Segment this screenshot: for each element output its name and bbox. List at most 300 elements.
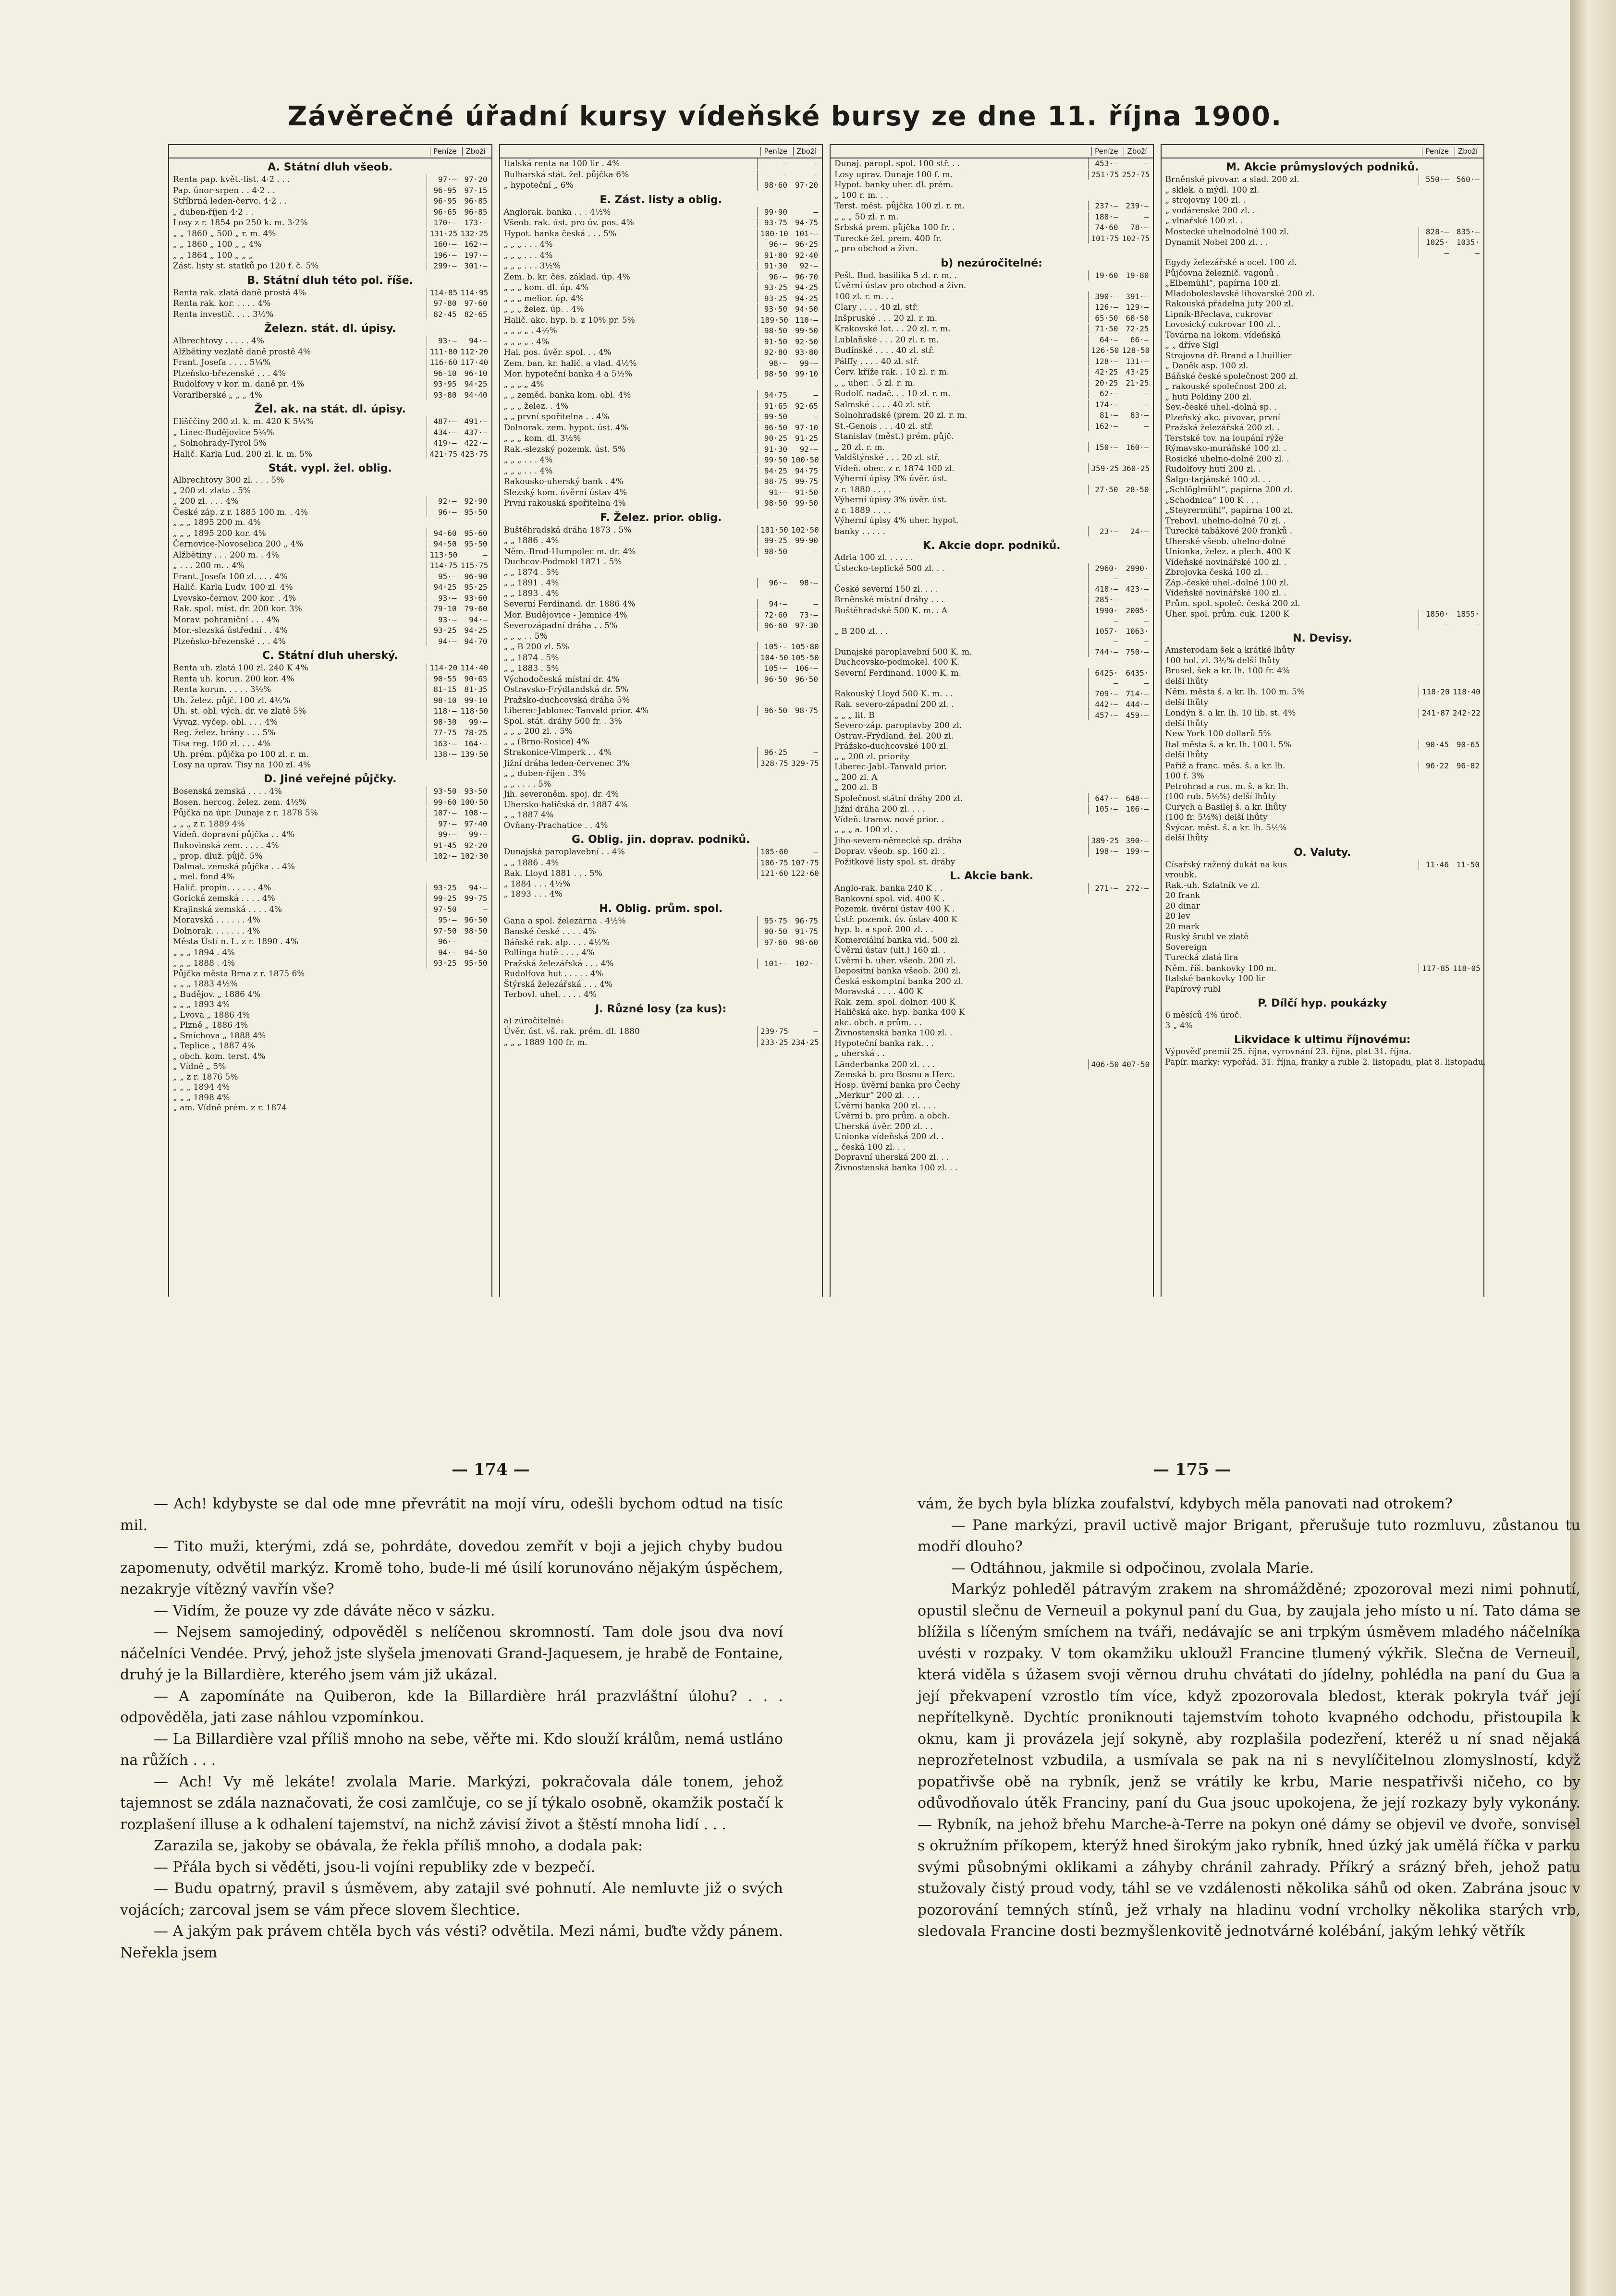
security-name: Uh. želez. půjč. 100 zl. 4½% [173, 695, 291, 705]
table-row [500, 632, 822, 642]
table-row [1162, 413, 1484, 424]
security-name: „ Solnohrady-Tyrol 5% [173, 438, 267, 448]
security-name: „ „ „ 50 zl. r. m. [834, 212, 899, 222]
paragraph: — Přála bych si věděti, jsou-li vojíni republiky zde v bezpečí. [154, 1859, 596, 1876]
money-value: 647·— [1095, 793, 1118, 803]
security-name: „ „ „ 1883 4½% [173, 979, 238, 989]
security-name: Hosp. úvěrní banka pro Čechy [834, 1080, 960, 1090]
table-row [1162, 578, 1484, 589]
security-name: Halič. akc. hyp. b. z 10% pr. 5% [503, 315, 635, 325]
table-row [831, 367, 1153, 378]
money-value: 359·25 [1091, 463, 1119, 473]
goods-value: 98·75 [795, 706, 818, 715]
table-row [500, 800, 822, 811]
goods-value: 252·75 [1122, 170, 1150, 179]
paragraph: — Budu opatrný, pravil s úsměvem, aby zatajil své pohnutí. Ale nemluvte již o svých vojácích; zarcoval jsem se vám přece slovem šlechtice. [120, 1880, 783, 1919]
quote-values [427, 288, 488, 298]
goods-value: 97·20 [795, 181, 818, 190]
security-name: Ostravsko-Frýdlandská dr. 5% [503, 685, 629, 694]
table-row [500, 990, 822, 1000]
table-row [831, 731, 1153, 742]
table-row [169, 604, 491, 615]
table-row [169, 706, 491, 717]
security-name: 100 zl. r. m. . . [834, 292, 894, 302]
goods-value: 96·70 [795, 272, 818, 281]
quote-values [427, 904, 488, 915]
money-value: 104·50 [760, 653, 788, 662]
table-row [500, 250, 822, 261]
security-name: Vyvaz. vyčep. obl. . . . 4% [173, 717, 278, 727]
column-header-label: Peníze [1422, 147, 1452, 156]
goods-value: 423·75 [460, 449, 489, 459]
money-value: 102·— [433, 851, 457, 861]
money-value: 79·10 [433, 604, 457, 613]
money-value: 91·— [769, 487, 787, 497]
goods-value: — [813, 170, 818, 179]
money-value: 390·— [1095, 292, 1118, 301]
security-name: „ strojovny 100 zl. . [1165, 195, 1246, 205]
goods-value: 1035·— [1456, 238, 1480, 257]
table-row [169, 625, 491, 636]
table-row [169, 1031, 491, 1042]
security-name: Rudolfovy v kor. m. daně pr. 4% [173, 379, 305, 389]
table-row [1162, 310, 1484, 320]
table-row [831, 584, 1153, 595]
security-name: Terbovl. uhel. . . . . 4% [503, 990, 597, 999]
security-name: Východočeská místní dr. 4% [503, 674, 620, 684]
section-title: D. Jiné veřejné půjčky. [264, 773, 397, 785]
stock-column [168, 144, 492, 1297]
security-name: „ „ 1883 . 5% [503, 664, 559, 673]
quote-values [1088, 463, 1149, 474]
money-value: 96·50 [764, 706, 787, 715]
section-title: F. Želez. prior. oblig. [600, 511, 722, 524]
table-row [831, 1081, 1153, 1091]
security-name: Uhersko-haličská dr. 1887 4% [503, 800, 628, 810]
goods-value: 96·10 [464, 368, 488, 378]
quote-values [757, 959, 818, 969]
goods-value: 78·— [1130, 223, 1149, 232]
money-value: 114·85 [429, 288, 458, 297]
security-name: „ „ 200 zl. priority [834, 752, 910, 762]
quote-values [757, 498, 818, 509]
money-value: 271·— [1095, 884, 1118, 893]
money-value: — [783, 159, 787, 168]
security-name: „ „ „ . . . 3½% [503, 261, 561, 271]
goods-value: — [1144, 389, 1149, 398]
security-name: Rak. Lloyd 1881 . . . 5% [503, 869, 602, 878]
money-value: 160·— [433, 240, 457, 249]
security-name: Elišččiny 200 zl. k. m. 420 K 5¼% [173, 417, 314, 426]
table-row [831, 453, 1153, 463]
quote-values [1088, 212, 1149, 222]
goods-value: 714·— [1126, 689, 1149, 698]
money-value: 94·25 [433, 583, 457, 592]
quote-values [757, 466, 818, 476]
table-row [500, 599, 822, 610]
quote-values [1088, 410, 1149, 421]
table-row [169, 904, 491, 915]
security-name: Úvěrní b. uher. všeob. 200 zl. [834, 956, 956, 966]
goods-value: 242·22 [1453, 708, 1481, 717]
security-name: z r. 1889 . . . . [834, 505, 891, 515]
goods-value: 118·05 [1453, 963, 1481, 973]
money-value: 198·— [1095, 847, 1118, 856]
table-row [1162, 206, 1484, 217]
table-row [1162, 361, 1484, 372]
security-name: „ „ 1860 „ 500 „ r. m. 4% [173, 229, 276, 239]
table-row [169, 518, 491, 528]
security-name: Dunajská paroplavební . . 4% [503, 847, 625, 857]
quote-values [427, 663, 488, 673]
stock-column [499, 144, 823, 1297]
goods-value: 81·35 [464, 685, 488, 694]
goods-value: 139·50 [460, 750, 489, 759]
security-name: „ „ „ . . 5% [503, 631, 548, 641]
security-name: vroubk. [1165, 870, 1197, 880]
quote-values [1088, 158, 1149, 169]
security-name: Živnostenská banka 100 zl. . . [834, 1163, 958, 1173]
table-row [831, 421, 1153, 432]
security-name: Půjčka města Brna z r. 1875 6% [173, 969, 305, 979]
security-name: Báňské rak. alp. . . . 4½% [503, 937, 610, 948]
table-row [831, 389, 1153, 400]
table-row [1162, 392, 1484, 403]
quote-values [757, 401, 818, 412]
goods-value: 239·— [1126, 201, 1149, 210]
goods-value: 106·— [1126, 804, 1149, 814]
money-value: 19·60 [1095, 270, 1118, 280]
table-row [1162, 382, 1484, 392]
table-row [831, 400, 1153, 411]
goods-value: 99·75 [464, 894, 488, 903]
quote-values [1088, 595, 1149, 605]
security-name: „ „ 1886 . 4% [503, 858, 559, 868]
quote-values [427, 379, 488, 389]
security-name: Něm. říš. bankovky 100 m. [1165, 963, 1277, 973]
table-row [831, 626, 1153, 647]
table-row [1162, 216, 1484, 227]
security-name: Mor. hypoteční banka 4 a 5½% [503, 369, 633, 379]
table-row [1162, 526, 1484, 537]
security-name: akc. obch. a prům. . . [834, 1018, 922, 1028]
money-value: 97·50 [433, 904, 457, 914]
goods-value: 92·90 [464, 497, 488, 506]
section-title: J. Různé losy (za kus): [595, 1003, 727, 1015]
table-row [169, 507, 491, 518]
security-name: Rak.-uh. Szlatník ve zl. [1165, 880, 1260, 890]
quote-values [1088, 222, 1149, 233]
goods-value: 118·50 [460, 706, 489, 716]
security-name: „ Budějov. „ 1886 4% [173, 989, 261, 999]
table-row [500, 747, 822, 758]
column-header-label: Peníze [430, 147, 460, 156]
security-name: „ „ z r. 1876 5% [173, 1072, 238, 1082]
table-row [169, 728, 491, 739]
table-row [500, 525, 822, 536]
goods-value: 92·20 [464, 840, 488, 850]
goods-value: 108·— [464, 808, 488, 817]
security-name: Prům. spol. společ. česká 200 zl. [1165, 598, 1300, 608]
security-name: „ „ „ 200 zl. . 5% [503, 727, 573, 736]
table-row [1162, 881, 1484, 891]
security-name: Egydy železářské a ocel. 100 zl. [1165, 258, 1297, 267]
quote-values [1419, 860, 1480, 870]
goods-value: 97·20 [464, 175, 488, 184]
table-row [169, 760, 491, 771]
table-row [500, 847, 822, 858]
table-row [1162, 974, 1484, 984]
quote-values [427, 250, 488, 261]
security-name: Lipník-Břeclava, cukrovar [1165, 309, 1273, 319]
money-value: 419·— [433, 438, 457, 448]
table-row [169, 571, 491, 583]
table-row [831, 815, 1153, 826]
table-row [1162, 547, 1484, 558]
table-row [831, 825, 1153, 836]
table-row [831, 1039, 1153, 1049]
table-row [169, 379, 491, 390]
security-name: Liberec-Jabl.-Tanvald prior. [834, 762, 947, 772]
column-header-label: Zboží [1455, 147, 1481, 156]
table-row [1162, 568, 1484, 578]
money-value: 138·— [433, 750, 457, 759]
security-name: „ 1893 . . . 4% [503, 889, 563, 899]
security-name: „ Plzně „ 1886 4% [173, 1020, 248, 1030]
security-name: „ 100 r. m. . . [834, 190, 889, 200]
quote-values [1088, 563, 1149, 584]
goods-value: 114·40 [460, 663, 489, 672]
table-row [500, 642, 822, 653]
money-value: 150·— [1095, 442, 1118, 452]
security-name: Alžbětiny . . . 200 m. . 4% [173, 550, 279, 560]
money-value: 97·— [438, 819, 457, 828]
money-value: 100·10 [760, 229, 788, 238]
table-row [1162, 279, 1484, 289]
goods-value: 118·40 [1453, 687, 1481, 696]
security-name: „ „ „ lit. B [834, 710, 875, 720]
money-value: 101·75 [1091, 233, 1119, 243]
table-row [500, 663, 822, 674]
security-name: Půjčovna železnič. vagonů . [1165, 268, 1279, 278]
column-header-label: Zboží [793, 147, 819, 156]
table-row [831, 1122, 1153, 1132]
table-row [831, 997, 1153, 1008]
quote-values [427, 593, 488, 604]
money-value: 93·50 [764, 304, 787, 314]
security-name: Vídeň. obec. z r. 1874 100 zl. [834, 463, 955, 474]
money-value: 82·45 [433, 309, 457, 319]
goods-value: 96·75 [795, 916, 818, 925]
goods-value: 2005·— [1126, 606, 1149, 625]
quote-values [757, 315, 818, 326]
security-name: „ „ 1864 „ 100 „ „ „ [173, 250, 253, 260]
money-value: 96·— [769, 240, 787, 249]
money-value: 93·— [438, 615, 457, 624]
table-row [500, 487, 822, 498]
security-name: „ „ zeměd. banka kom. obl. 4% [503, 390, 631, 400]
security-name: Frant. Josefa . . . . 5¼% [173, 358, 270, 367]
quote-values [757, 358, 818, 369]
security-name: Rak. severo-západní 200 zl. . [834, 700, 954, 709]
table-row [500, 926, 822, 937]
paragraph: Zarazila se, jakoby se obávala, že řekla příliš mnoho, a dodala pak: [154, 1837, 643, 1854]
security-name: Černovice-Novoselica 200 „ 4% [173, 539, 304, 549]
security-name: Dalmat. zemská půjčka . . 4% [173, 862, 295, 872]
table-row [169, 539, 491, 550]
table-row [1162, 185, 1484, 196]
goods-value: 102·— [795, 959, 818, 968]
table-row [500, 547, 822, 558]
security-name: „ „ 1887 4% [503, 810, 554, 820]
money-value: 90·50 [764, 927, 787, 936]
goods-value: 93·50 [464, 787, 488, 796]
security-name: Rak.-slezský pozemk. úst. 5% [503, 444, 626, 454]
quote-values [757, 412, 818, 422]
table-row [169, 347, 491, 358]
security-name: „ „ (Brno-Rosice) 4% [503, 737, 589, 747]
goods-value: 199·— [1126, 847, 1149, 856]
table-row [500, 337, 822, 348]
security-name: Bosen. hercog. želez. zem. 4½% [173, 797, 306, 807]
quote-values [757, 250, 818, 261]
table-row [169, 786, 491, 797]
security-name: Turecké tabákové 200 franků . [1165, 526, 1293, 536]
goods-value: 95·50 [464, 507, 488, 517]
money-value: 285·— [1095, 595, 1118, 604]
quote-values [757, 847, 818, 857]
table-row [831, 158, 1153, 170]
table-row [500, 578, 822, 589]
money-value: 96·— [769, 578, 787, 587]
money-value: 96·65 [433, 207, 457, 217]
quote-values [757, 663, 818, 674]
table-row [500, 790, 822, 800]
quote-values [427, 717, 488, 728]
money-value: 1850·— [1425, 609, 1449, 629]
quote-values [427, 368, 488, 379]
security-name: Morav. pohraniční . . . 4% [173, 615, 280, 625]
security-name: Vorarlberské „ „ „ 4% [173, 390, 262, 400]
security-name: „ vodárenské 200 zl. . [1165, 206, 1255, 216]
table-row [831, 170, 1153, 181]
table-row [831, 773, 1153, 783]
security-name: Duchcovsko-podmokel. 400 K. [834, 657, 960, 667]
quote-values [427, 829, 488, 840]
security-name: Pap. únor-srpen . . 4·2 . . [173, 185, 275, 195]
table-row [169, 883, 491, 894]
table-row [831, 410, 1153, 421]
money-value: 126·— [1095, 303, 1118, 312]
money-value: 96·95 [433, 196, 457, 206]
section-title: H. Oblig. prům. spol. [599, 902, 723, 915]
table-row [169, 560, 491, 571]
table-row [169, 808, 491, 819]
security-name: Stanislav (měst.) prém. půjč. [834, 432, 954, 441]
quote-values [757, 1026, 818, 1037]
quote-values [1419, 761, 1480, 771]
table-row [500, 810, 822, 821]
goods-value: 82·65 [464, 309, 488, 319]
table-row [831, 222, 1153, 233]
money-value: 6425·— [1095, 668, 1118, 688]
table-row [831, 668, 1153, 689]
money-value: 11·46 [1425, 860, 1449, 869]
table-row [831, 1008, 1153, 1018]
security-name: Salmské . . . . 40 zl. stř. [834, 400, 931, 410]
table-row [831, 516, 1153, 526]
money-value: 93·50 [433, 787, 457, 796]
quote-values [1088, 442, 1149, 453]
table-row [500, 466, 822, 477]
quote-values [1088, 699, 1149, 710]
money-value: 299·— [433, 261, 457, 270]
goods-value: 19·80 [1126, 270, 1149, 280]
table-row [500, 423, 822, 434]
goods-value: 72·25 [1126, 324, 1149, 333]
security-name: Rudolfovy hutí 200 zl. . [1165, 464, 1261, 474]
money-value: 23·— [1099, 526, 1118, 536]
security-name: „ „ duben-říjen . 3% [503, 769, 586, 778]
goods-value: 99·10 [464, 695, 488, 705]
security-name: Komerciální banka vid. 500 zl. [834, 935, 960, 945]
table-row [1162, 485, 1484, 496]
table-row [831, 463, 1153, 474]
table-row [831, 977, 1153, 987]
money-value: 97·— [438, 175, 457, 184]
table-row [1162, 677, 1484, 687]
table-row [831, 752, 1153, 763]
goods-value: 96·50 [464, 915, 488, 924]
security-name: Plzeňský akc. pivovar, první [1165, 413, 1281, 423]
money-value: 105·— [764, 664, 787, 673]
money-value: 91·30 [764, 444, 787, 454]
money-value: 90·45 [1425, 740, 1449, 749]
table-row [169, 368, 491, 379]
money-value: 96·50 [764, 674, 787, 684]
security-name: Pražská železářská . . . 4% [503, 959, 614, 969]
security-name: Petrohrad a rus. m. š. a kr. lh. [1165, 781, 1289, 791]
security-name: Tisa reg. 100 zl. . . . 4% [173, 739, 271, 749]
money-value: 93·25 [433, 883, 457, 892]
security-name: Italské bankovky 100 lir [1165, 974, 1265, 984]
section-title: L. Akcie bank. [950, 870, 1034, 882]
table-row [169, 636, 491, 647]
quote-values [427, 915, 488, 925]
money-value: 20·25 [1095, 378, 1118, 388]
quote-values [427, 174, 488, 185]
table-row [500, 1026, 822, 1037]
table-row [500, 674, 822, 685]
goods-value: — [1144, 159, 1149, 168]
table-row [500, 282, 822, 293]
goods-value: 105·80 [791, 642, 819, 651]
money-value: 99·90 [764, 207, 787, 217]
money-value: 105·— [764, 642, 787, 651]
quote-values [757, 170, 818, 180]
security-name: Rak. spol. míst. dr. 200 kor. 3% [173, 604, 302, 614]
security-name: Plzeňsko-březenské . . . 4% [173, 368, 286, 378]
quote-values [1088, 647, 1149, 657]
quote-values [757, 180, 818, 191]
table-row [1162, 1010, 1484, 1021]
table-row [1162, 729, 1484, 740]
quote-values [1419, 227, 1480, 237]
quote-values [427, 438, 488, 449]
table-row [169, 739, 491, 750]
goods-value: 11·50 [1456, 860, 1480, 869]
quote-values [1088, 400, 1149, 410]
